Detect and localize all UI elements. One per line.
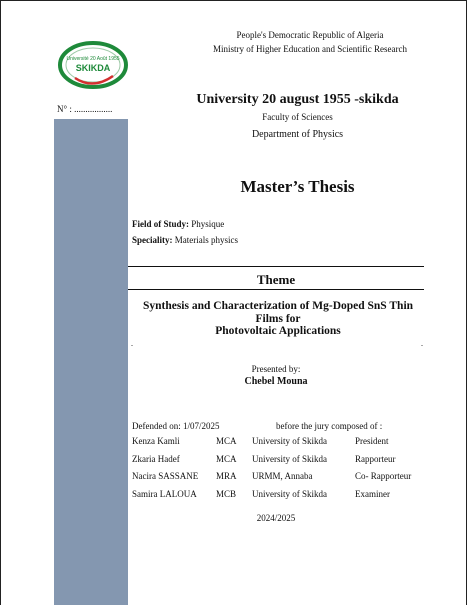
field-of-study [132, 219, 224, 229]
university-name: University 20 august 1955 -skikda [196, 92, 399, 107]
jury-member-name: Kenza Kamli [132, 436, 180, 446]
thesis-title-line: Photovoltaic Applications [215, 325, 341, 337]
author-name: Chebel Mouna [244, 376, 308, 387]
document-type-title: Master’s Thesis [240, 177, 355, 196]
speciality [132, 235, 238, 245]
theme-heading: Theme [256, 272, 296, 287]
page-border-top [0, 0, 467, 1]
theme-bottom-rule [128, 289, 424, 290]
faculty-name: Faculty of Sciences [262, 112, 333, 122]
jury-member-role: Examiner [355, 488, 390, 499]
department-name: Department of Physics [251, 129, 344, 140]
decorative-side-bar [54, 119, 128, 605]
jury-intro: before the jury composed of : [276, 421, 383, 431]
jury-member-role: Co- Rapporteur [355, 471, 412, 481]
academic-year: 2024/2025 [256, 513, 296, 523]
logo-text: SKIKDA [75, 63, 111, 73]
jury-member-grade: MRA [216, 471, 237, 481]
field-of-study-label: Field of Study: [132, 219, 190, 229]
jury-member-role: Rapporteur [355, 453, 396, 464]
ministry-header: Ministry of Higher Education and Scientific Research [213, 44, 407, 54]
jury-member-institution: University of Skikda [252, 436, 327, 446]
page-border-left [0, 0, 1, 605]
presented-by-label: Presented by: [251, 364, 301, 374]
jury-member-role: President [355, 436, 389, 446]
thesis-title [132, 300, 424, 338]
title-marker-left: . [131, 339, 133, 348]
republic-header: People's Democratic Republic of Algeria [236, 30, 384, 40]
speciality-value: Materials physics [174, 235, 238, 245]
serial-number-label: N° : ................. [57, 104, 113, 114]
title-marker-right: . [421, 339, 423, 348]
jury-member-name: Zkaria Hadef [132, 453, 180, 464]
jury-member-name: Samira LALOUA [132, 488, 197, 499]
defense-date: Defended on: 1/07/2025 [132, 421, 220, 431]
university-logo [57, 38, 130, 93]
jury-member-grade: MCA [216, 453, 237, 464]
jury-member-institution: URMM, Annaba [252, 471, 313, 481]
jury-member-name: Nacira SASSANE [132, 471, 199, 481]
jury-member-institution: University of Skikda [252, 453, 327, 464]
jury-member-grade: MCB [216, 488, 237, 499]
thesis-title-line: Films for [255, 312, 301, 325]
theme-top-rule [128, 266, 424, 267]
jury-member-grade: MCA [216, 436, 237, 446]
field-of-study-value: Physique [191, 219, 225, 229]
jury-member-institution: University of Skikda [252, 488, 327, 499]
logo-ring-text: Université 20 Août 1955 [66, 56, 120, 62]
speciality-label: Speciality: [132, 235, 173, 245]
thesis-title-line: Synthesis and Characterization of Mg-Doped SnS Thin [142, 300, 414, 312]
